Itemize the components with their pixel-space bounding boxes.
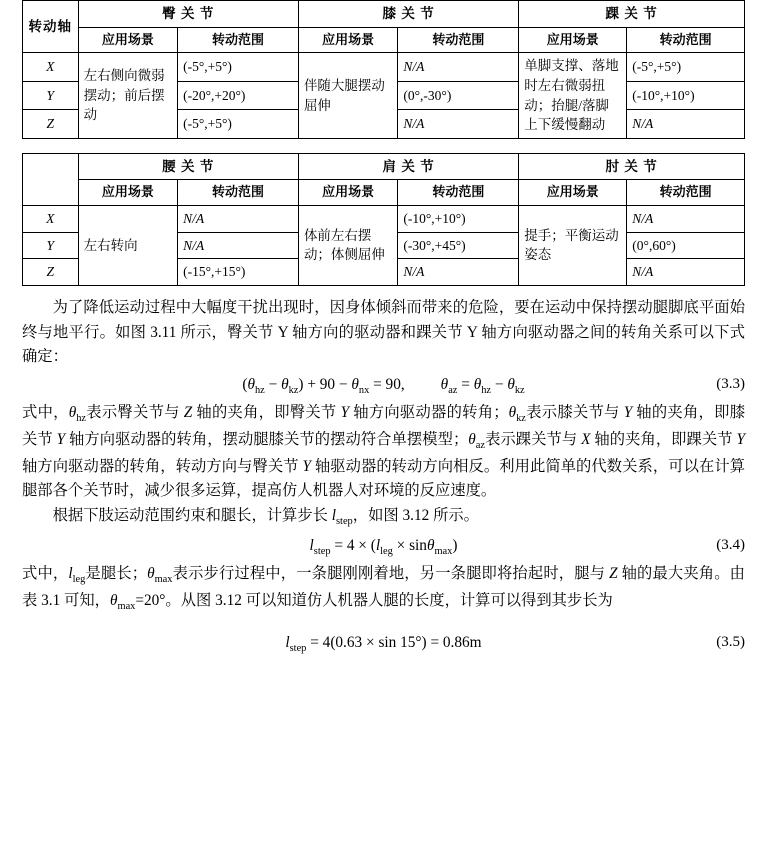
waist-range-y: N/A <box>178 232 299 259</box>
header-shoulder: 肩 关 节 <box>298 153 518 180</box>
subheader-waist-range: 转动范围 <box>178 180 299 206</box>
table-row <box>23 53 745 81</box>
axis-label: X <box>23 206 79 233</box>
subheader-elbow-range: 转动范围 <box>627 180 745 206</box>
hip-range-y: (-20°,+20°) <box>178 81 299 109</box>
elbow-range-y: (0°,60°) <box>627 232 745 259</box>
table-row <box>23 153 745 180</box>
header-knee: 膝 关 节 <box>298 1 518 28</box>
header-axis: 转动轴 <box>23 1 79 53</box>
table-row <box>23 206 745 233</box>
table-row <box>23 180 745 206</box>
header-elbow: 肘 关 节 <box>519 153 745 180</box>
subheader-knee-scene: 应用场景 <box>298 27 397 53</box>
elbow-range-x: N/A <box>627 206 745 233</box>
ankle-range-x: (-5°,+5°) <box>627 53 745 81</box>
shoulder-scene: 体前左右摆动；体侧屈伸 <box>298 206 397 286</box>
lower-body-joint-table <box>22 0 745 139</box>
table-gap <box>0 139 767 153</box>
upper-body-joint-table <box>22 153 745 286</box>
header-axis-blank <box>23 153 79 205</box>
waist-scene: 左右转向 <box>78 206 177 286</box>
paragraph-3: 根据下肢运动范围约束和腿长，计算步长 $l_{step}$，如图 3.12 所示。 <box>52 507 479 528</box>
subheader-ankle-scene: 应用场景 <box>519 27 627 53</box>
equation-3-3: $(\theta_{hz} - \theta_{kz}) + 90 - \theta_{nx} = 90$, $\theta_{az} = \theta_{hz} - \theta_{kz}$ (3.3) <box>0 370 767 401</box>
axis-label: Z <box>23 259 79 286</box>
paragraph-2: 式中，$\theta_{hz}$表示臀关节与 Z 轴的夹角，即臀关节 Y 轴方向驱动器的转角；$\theta_{kz}$表示膝关节与 Y 轴的夹角，即膝关节 Y 轴方向驱动器的转角，摆动腿膝关节的摆动符合单摆模型；$\theta_{az}$表示踝关节与 X 轴的夹角，即踝关节 Y 轴方向驱动器的转角，转动方向与臀关节 Y 轴驱动器的转动方向相反。利用此简单的代数关系，可以在计算腿部各个关节时，减少很多运算，提高仿人机器人对环境的反应速度。 <box>22 403 746 500</box>
table-row <box>23 1 745 28</box>
equation-3-4: $l_{step} = 4 \times (l_{leg} \times \sin\theta_{max})$ (3.4) <box>0 531 767 562</box>
hip-range-z: (-5°,+5°) <box>178 110 299 138</box>
header-ankle: 踝 关 节 <box>519 1 745 28</box>
subheader-knee-range: 转动范围 <box>398 27 519 53</box>
shoulder-range-x: (-10°,+10°) <box>398 206 519 233</box>
shoulder-range-y: (-30°,+45°) <box>398 232 519 259</box>
axis-label: X <box>23 53 79 81</box>
knee-scene: 伴随大腿摆动屈伸 <box>298 53 397 138</box>
ankle-range-y: (-10°,+10°) <box>627 81 745 109</box>
equation-3-5: $l_{step} = 4(0.63 \times \sin 15^\circ) = 0.86m$ (3.5) <box>0 628 767 659</box>
header-waist: 腰 关 节 <box>78 153 298 180</box>
subheader-shoulder-scene: 应用场景 <box>298 180 397 206</box>
elbow-range-z: N/A <box>627 259 745 286</box>
axis-label: Z <box>23 110 79 138</box>
paragraph-1: 为了降低运动过程中大幅度干扰出现时，因身体倾斜而带来的危险，要在运动中保持摆动腿脚底平面始终与地平行。如图 3.11 所示，臀关节 Y 轴方向的驱动器和踝关节 Y 轴方向驱动器之间的转角关系可以下式确定： <box>22 298 745 366</box>
elbow-scene: 提手；平衡运动姿态 <box>519 206 627 286</box>
paragraph-4: 式中，$l_{leg}$是腿长；$\theta_{max}$表示步行过程中，一条腿刚刚着地，另一条腿即将抬起时，腿与 Z 轴的最大夹角。由表 3.1 可知，$\theta_{max}=20^\circ$。从图 3.12 可以知道仿人机器人腿的长度，计算可以得到其步长为 <box>22 564 745 612</box>
waist-range-x: N/A <box>178 206 299 233</box>
subheader-hip-scene: 应用场景 <box>78 27 177 53</box>
knee-range-x: N/A <box>398 53 519 81</box>
subheader-hip-range: 转动范围 <box>178 27 299 53</box>
subheader-ankle-range: 转动范围 <box>627 27 745 53</box>
ankle-scene: 单脚支撑、落地时左右微弱扭动；抬腿/落脚上下缓慢翻动 <box>519 53 627 138</box>
subheader-shoulder-range: 转动范围 <box>398 180 519 206</box>
shoulder-range-z: N/A <box>398 259 519 286</box>
ankle-range-z: N/A <box>627 110 745 138</box>
body-text-block <box>0 296 767 659</box>
subheader-waist-scene: 应用场景 <box>78 180 177 206</box>
axis-label: Y <box>23 81 79 109</box>
knee-range-y: (0°,-30°) <box>398 81 519 109</box>
header-hip: 臀 关 节 <box>78 1 298 28</box>
axis-label: Y <box>23 232 79 259</box>
waist-range-z: (-15°,+15°) <box>178 259 299 286</box>
equation-number-3-5: (3.5) <box>716 633 745 650</box>
subheader-elbow-scene: 应用场景 <box>519 180 627 206</box>
hip-scene: 左右侧向微弱摆动；前后摆动 <box>78 53 177 138</box>
knee-range-z: N/A <box>398 110 519 138</box>
hip-range-x: (-5°,+5°) <box>178 53 299 81</box>
equation-number-3-4: (3.4) <box>716 537 745 554</box>
equation-number-3-3: (3.3) <box>716 376 745 393</box>
table-row <box>23 27 745 53</box>
